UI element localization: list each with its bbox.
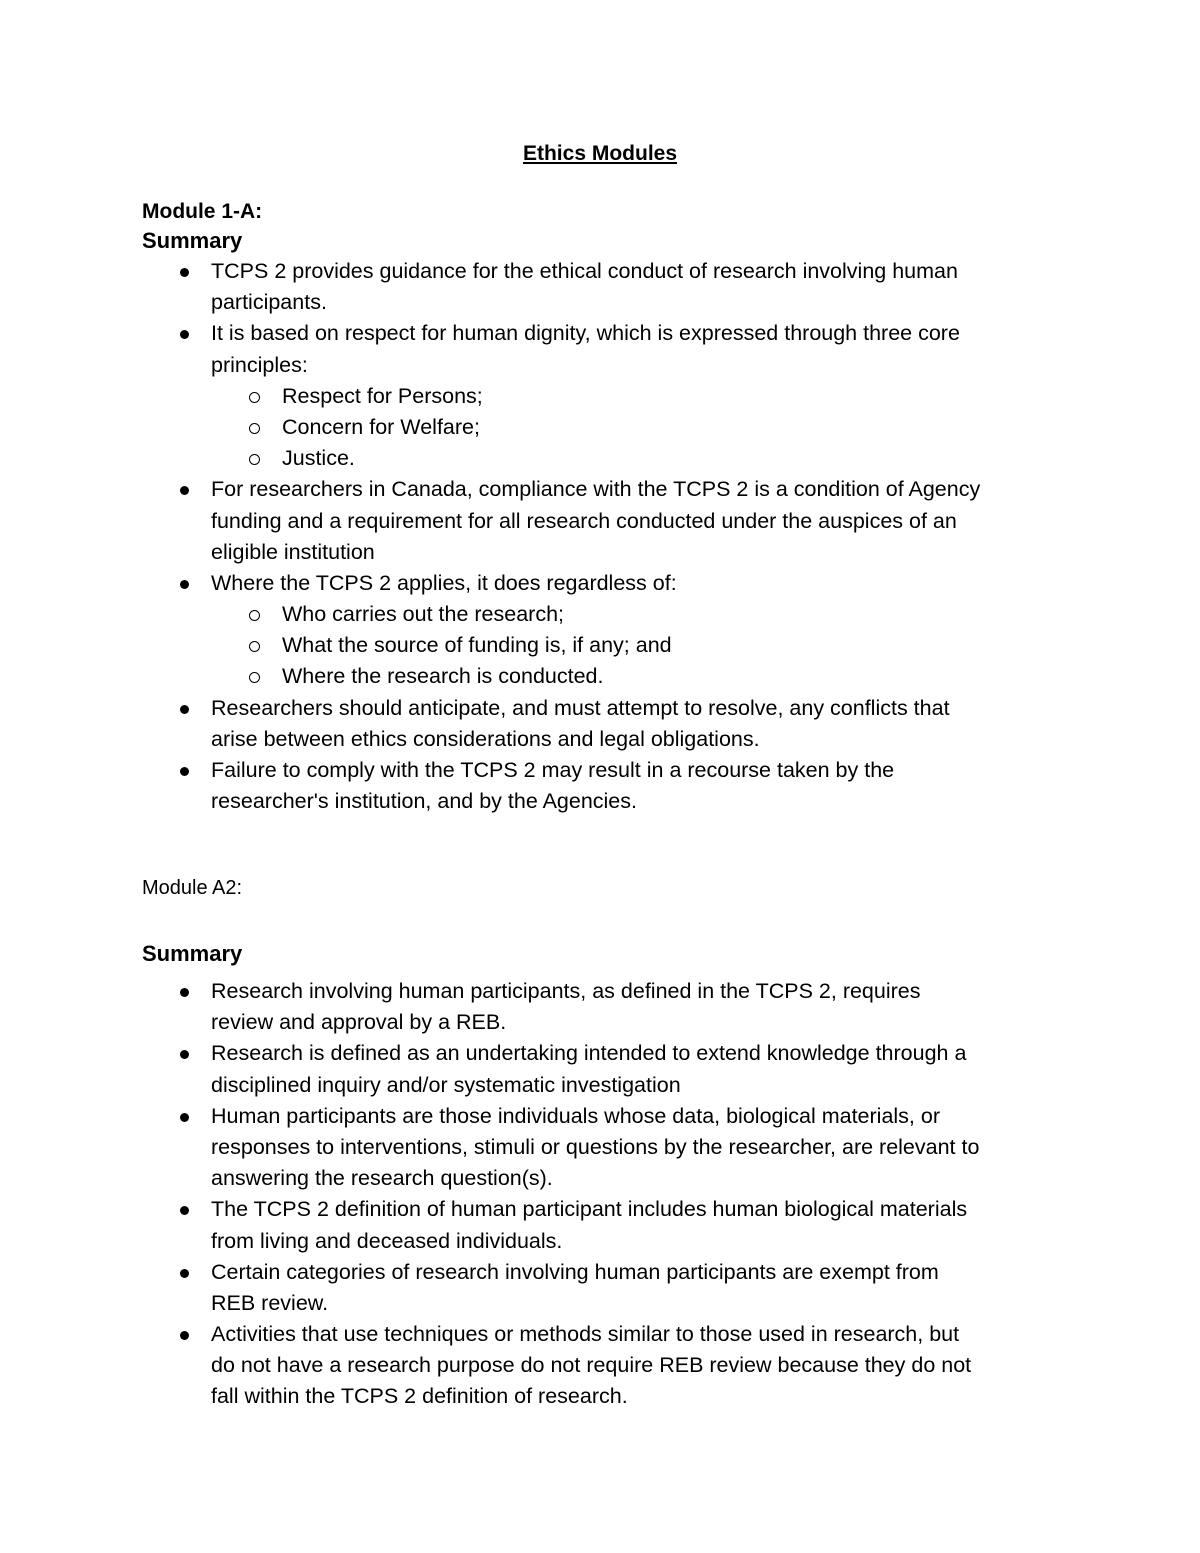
list-item <box>0 568 1200 599</box>
list-item-text: participants. <box>211 290 327 315</box>
filled-circle-bullet-icon <box>180 268 189 277</box>
list-item <box>0 693 1200 724</box>
list-item <box>0 1038 1200 1069</box>
list-item <box>0 350 1200 381</box>
module-1a-heading: Module 1-A: <box>142 200 263 223</box>
module-a2-bullet-list <box>0 976 1200 1413</box>
list-item-text: REB review. <box>211 1290 329 1315</box>
hollow-circle-bullet-icon <box>249 610 260 621</box>
list-item <box>0 786 1200 817</box>
list-item-text: The TCPS 2 definition of human participant includes human biological materials <box>211 1197 968 1222</box>
list-item-text: It is based on respect for human dignity, which is expressed through three core <box>211 321 960 346</box>
list-item <box>0 443 1200 474</box>
list-item <box>0 1350 1200 1381</box>
list-item-text: answering the research question(s). <box>211 1166 553 1191</box>
list-item <box>0 976 1200 1007</box>
list-item-text: fall within the TCPS 2 definition of research. <box>211 1384 628 1409</box>
filled-circle-bullet-icon <box>180 330 189 339</box>
module-1a-summary-heading: Summary <box>142 228 243 253</box>
list-item-text: review and approval by a REB. <box>211 1010 507 1035</box>
list-item <box>0 1101 1200 1132</box>
list-item <box>0 537 1200 568</box>
list-item-text: Where the research is conducted. <box>282 664 604 689</box>
list-item <box>0 755 1200 786</box>
list-item-text: from living and deceased individuals. <box>211 1228 563 1253</box>
hollow-circle-bullet-icon <box>249 423 260 434</box>
list-item <box>0 474 1200 505</box>
hollow-circle-bullet-icon <box>249 672 260 683</box>
list-item-text: TCPS 2 provides guidance for the ethical conduct of research involving human <box>211 259 958 283</box>
list-item <box>0 506 1200 537</box>
filled-circle-bullet-icon <box>180 1269 189 1278</box>
list-item-text: Research involving human participants, as defined in the TCPS 2, requires <box>211 979 921 1003</box>
list-item-text: Research is defined as an undertaking intended to extend knowledge through a <box>211 1041 967 1066</box>
filled-circle-bullet-icon <box>180 1206 189 1215</box>
list-item-text: Who carries out the research; <box>282 602 565 627</box>
list-item <box>0 1194 1200 1225</box>
list-item <box>0 381 1200 412</box>
list-item <box>0 1319 1200 1350</box>
filled-circle-bullet-icon <box>180 1331 189 1340</box>
list-item-text: What the source of funding is, if any; and <box>282 633 672 658</box>
list-item <box>0 724 1200 755</box>
list-item <box>0 287 1200 318</box>
list-item-text: Activities that use techniques or methods similar to those used in research, but <box>211 1322 960 1347</box>
list-item <box>0 1257 1200 1288</box>
list-item-text: Human participants are those individuals whose data, biological materials, or <box>211 1103 940 1128</box>
hollow-circle-bullet-icon <box>249 641 260 652</box>
list-item-text: Justice. <box>282 446 355 471</box>
list-item-text: Respect for Persons; <box>282 383 483 408</box>
list-item-text: Where the TCPS 2 applies, it does regardless of: <box>211 570 677 595</box>
list-item <box>0 599 1200 630</box>
module-1a-bullet-list <box>0 256 1200 817</box>
list-item <box>0 630 1200 661</box>
list-item <box>0 1007 1200 1038</box>
list-item <box>0 1381 1200 1412</box>
list-item-text: do not have a research purpose do not require REB review because they do not <box>211 1353 972 1378</box>
list-item <box>0 1163 1200 1194</box>
list-item <box>0 1132 1200 1163</box>
filled-circle-bullet-icon <box>180 1050 189 1059</box>
filled-circle-bullet-icon <box>180 705 189 714</box>
list-item <box>0 1226 1200 1257</box>
list-item-text: arise between ethics considerations and legal obligations. <box>211 726 760 751</box>
list-item-text: For researchers in Canada, compliance with the TCPS 2 is a condition of Agency <box>211 477 981 502</box>
list-item-text: Concern for Welfare; <box>282 414 480 439</box>
module-a2-summary-heading: Summary <box>142 941 243 966</box>
filled-circle-bullet-icon <box>180 988 189 997</box>
hollow-circle-bullet-icon <box>249 392 260 403</box>
list-item-text: researcher's institution, and by the Agencies. <box>211 789 637 814</box>
list-item-text: principles: <box>211 352 308 377</box>
list-item-text: Researchers should anticipate, and must attempt to resolve, any conflicts that <box>211 695 950 720</box>
filled-circle-bullet-icon <box>180 580 189 589</box>
list-item <box>0 318 1200 349</box>
list-item-text: responses to interventions, stimuli or questions by the researcher, are relevant to <box>211 1134 980 1159</box>
list-item-text: disciplined inquiry and/or systematic investigation <box>211 1072 681 1097</box>
list-item <box>0 412 1200 443</box>
list-item <box>0 1288 1200 1319</box>
filled-circle-bullet-icon <box>180 767 189 776</box>
filled-circle-bullet-icon <box>180 486 189 495</box>
list-item-text: funding and a requirement for all research conducted under the auspices of an <box>211 508 957 533</box>
list-item-text: Certain categories of research involving human participants are exempt from <box>211 1259 939 1284</box>
module-a2-heading: Module A2: <box>142 877 243 899</box>
list-item <box>0 661 1200 692</box>
filled-circle-bullet-icon <box>180 1113 189 1122</box>
list-item <box>0 256 1200 287</box>
hollow-circle-bullet-icon <box>249 454 260 465</box>
list-item-text: eligible institution <box>211 539 375 564</box>
list-item-text: Failure to comply with the TCPS 2 may result in a recourse taken by the <box>211 758 895 782</box>
document-title: Ethics Modules <box>522 142 678 165</box>
list-item <box>0 1070 1200 1101</box>
